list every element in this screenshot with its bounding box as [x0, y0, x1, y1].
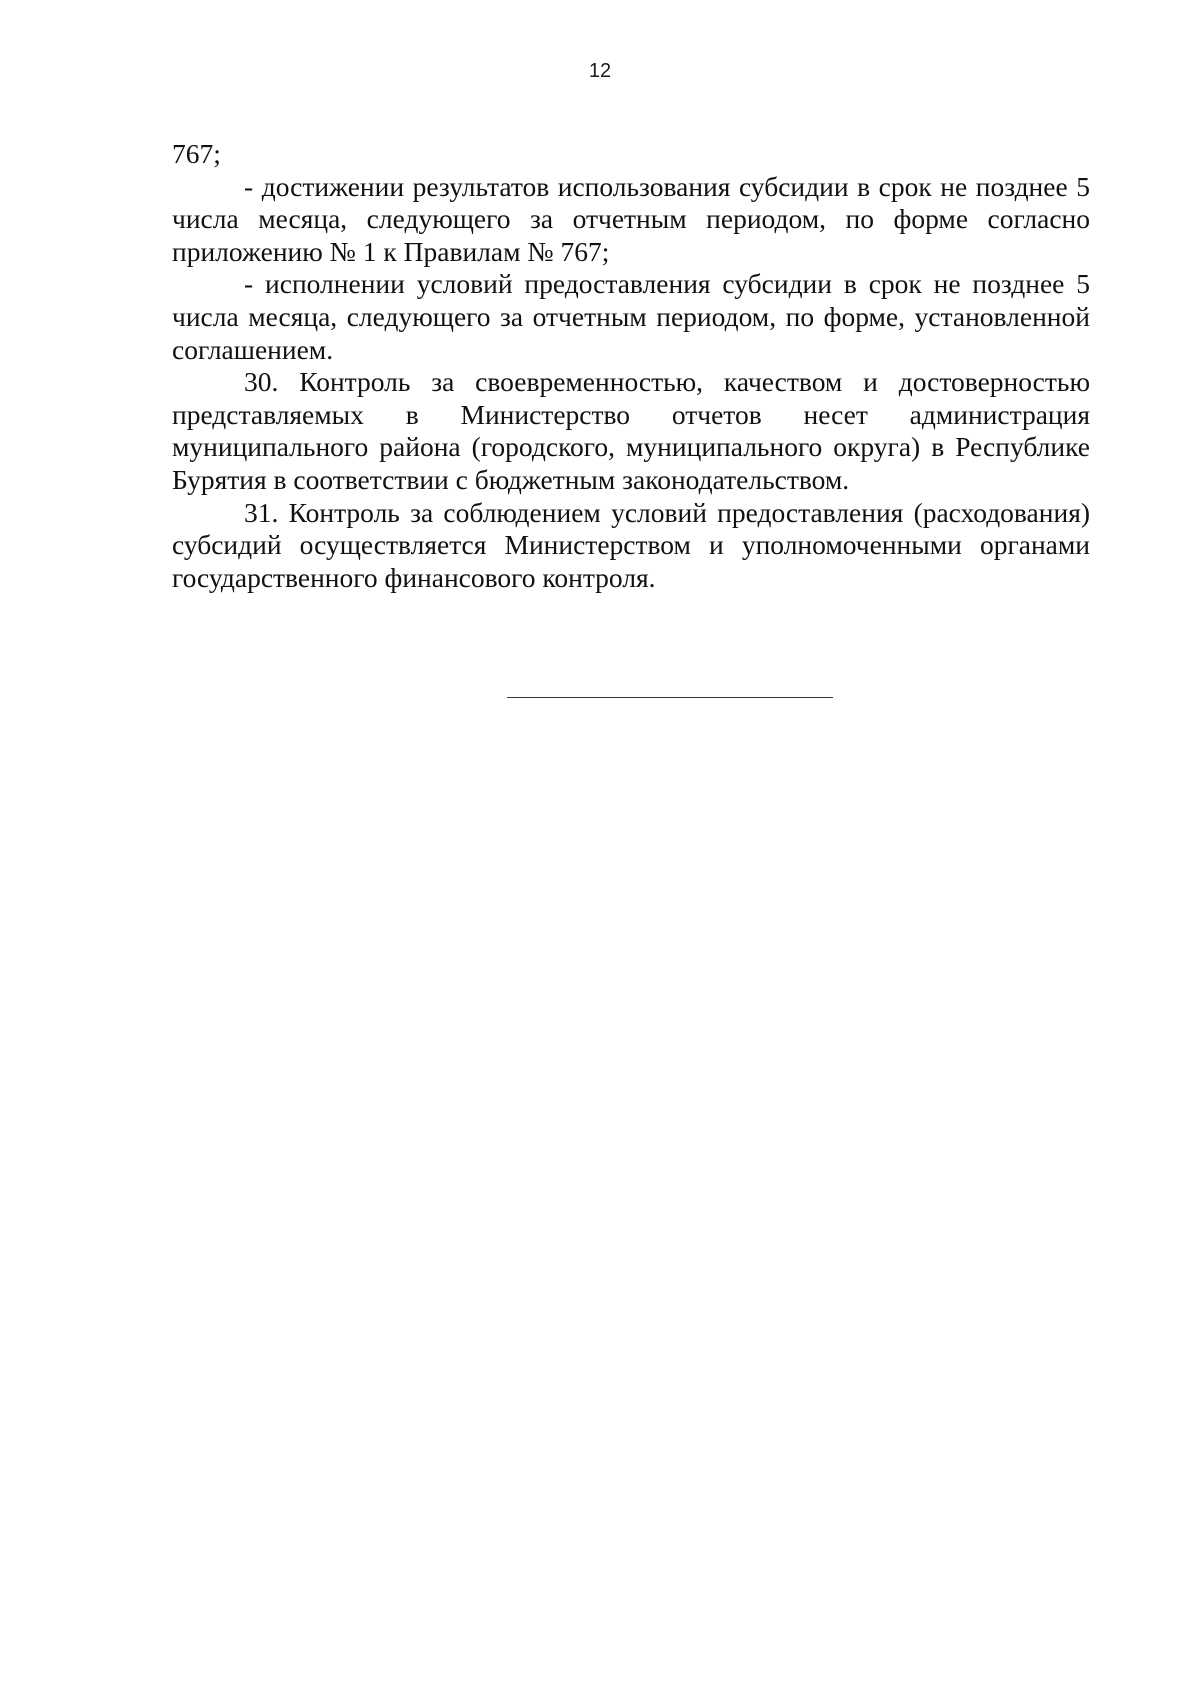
paragraph-conditions-reporting: - исполнении условий предоставления субсидии в срок не позднее 5 числа месяца, следующего за отчетным периодом, по форме, установленной соглашением.: [172, 268, 1090, 365]
paragraph-item-31: 31. Контроль за соблюдением условий предоставления (расходования) субсидий осуществляется Министерством и уполномоченными органами государственного финансового контроля.: [172, 496, 1090, 593]
document-body: [172, 138, 1090, 594]
end-separator-line: [507, 697, 833, 698]
paragraph-results-reporting: - достижении результатов использования субсидии в срок не позднее 5 числа месяца, следующего за отчетным периодом, по форме согласно приложению № 1 к Правилам № 767;: [172, 170, 1090, 267]
page-number: 12: [588, 60, 612, 82]
paragraph-item-30: 30. Контроль за своевременностью, качеством и достоверностью представляемых в Министерство отчетов несет администрация муниципального района (городского, муниципального округа) в Республике Бурятия в соответствии с бюджетным законодательством.: [172, 366, 1090, 495]
paragraph-continuation: 767;: [172, 138, 221, 169]
